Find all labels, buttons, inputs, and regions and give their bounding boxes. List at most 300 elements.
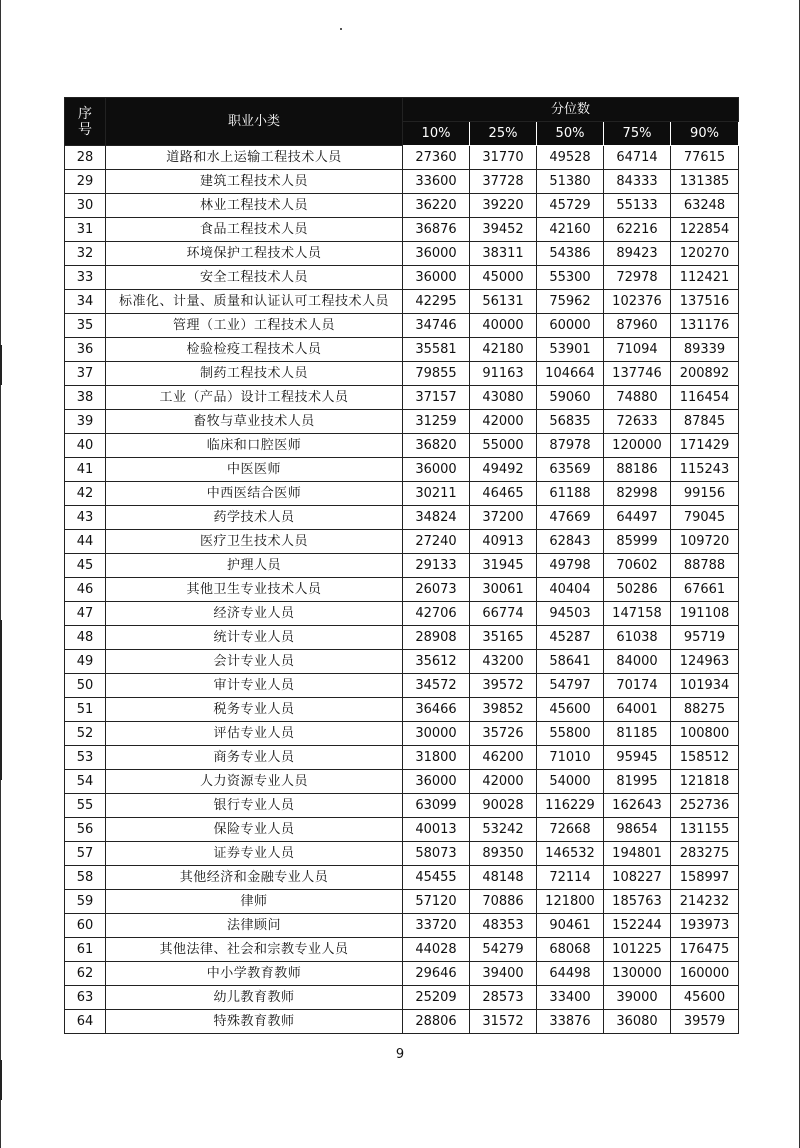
row-p90-value: 122854: [671, 218, 739, 242]
row-p90-value: 77615: [671, 146, 739, 170]
row-p90-value: 158512: [671, 746, 739, 770]
row-occupation: 中西医结合医师: [106, 482, 403, 506]
row-seq: 55: [65, 794, 106, 818]
row-p90-value: 283275: [671, 842, 739, 866]
scan-edge-left: [0, 0, 1, 1148]
row-p25-value: 46465: [470, 482, 537, 506]
row-p90-value: 112421: [671, 266, 739, 290]
row-p10-value: 36220: [403, 194, 470, 218]
row-p75-value: 120000: [604, 434, 671, 458]
row-p50-value: 72114: [537, 866, 604, 890]
row-p50-value: 54000: [537, 770, 604, 794]
row-seq: 30: [65, 194, 106, 218]
table-row: [65, 986, 739, 1010]
row-p10-value: 58073: [403, 842, 470, 866]
table-row: [65, 674, 739, 698]
row-p50-value: 49798: [537, 554, 604, 578]
row-p50-value: 61188: [537, 482, 604, 506]
row-occupation: 管理（工业）工程技术人员: [106, 314, 403, 338]
row-p75-value: 102376: [604, 290, 671, 314]
row-p75-value: 130000: [604, 962, 671, 986]
row-occupation: 道路和水上运输工程技术人员: [106, 146, 403, 170]
row-p75-value: 64001: [604, 698, 671, 722]
row-seq: 33: [65, 266, 106, 290]
row-occupation: 银行专业人员: [106, 794, 403, 818]
row-p50-value: 53901: [537, 338, 604, 362]
row-p90-value: 100800: [671, 722, 739, 746]
row-p25-value: 46200: [470, 746, 537, 770]
row-seq: 46: [65, 578, 106, 602]
row-seq: 53: [65, 746, 106, 770]
row-p50-value: 45287: [537, 626, 604, 650]
row-p25-value: 54279: [470, 938, 537, 962]
row-p50-value: 40404: [537, 578, 604, 602]
row-p25-value: 31945: [470, 554, 537, 578]
row-occupation: 标准化、计量、质量和认证认可工程技术人员: [106, 290, 403, 314]
row-p10-value: 36000: [403, 242, 470, 266]
row-p50-value: 49528: [537, 146, 604, 170]
scan-mark: [0, 620, 2, 780]
row-seq: 29: [65, 170, 106, 194]
row-p90-value: 45600: [671, 986, 739, 1010]
row-p75-value: 61038: [604, 626, 671, 650]
row-occupation: 检验检疫工程技术人员: [106, 338, 403, 362]
table-row: [65, 698, 739, 722]
row-p90-value: 88788: [671, 554, 739, 578]
row-p90-value: 131155: [671, 818, 739, 842]
row-p75-value: 81185: [604, 722, 671, 746]
row-p75-value: 137746: [604, 362, 671, 386]
row-p90-value: 193973: [671, 914, 739, 938]
row-p90-value: 171429: [671, 434, 739, 458]
table-row: [65, 578, 739, 602]
row-p50-value: 116229: [537, 794, 604, 818]
table-row: [65, 458, 739, 482]
table-row: [65, 386, 739, 410]
row-p90-value: 158997: [671, 866, 739, 890]
row-p25-value: 49492: [470, 458, 537, 482]
row-p50-value: 45600: [537, 698, 604, 722]
row-occupation: 审计专业人员: [106, 674, 403, 698]
row-p10-value: 31800: [403, 746, 470, 770]
row-seq: 41: [65, 458, 106, 482]
row-p75-value: 85999: [604, 530, 671, 554]
row-p90-value: 101934: [671, 674, 739, 698]
row-seq: 45: [65, 554, 106, 578]
row-p50-value: 45729: [537, 194, 604, 218]
row-p10-value: 35581: [403, 338, 470, 362]
row-p75-value: 98654: [604, 818, 671, 842]
row-occupation: 建筑工程技术人员: [106, 170, 403, 194]
row-p90-value: 67661: [671, 578, 739, 602]
row-p25-value: 70886: [470, 890, 537, 914]
row-p25-value: 91163: [470, 362, 537, 386]
row-p25-value: 42000: [470, 410, 537, 434]
row-p10-value: 34572: [403, 674, 470, 698]
row-p10-value: 33720: [403, 914, 470, 938]
row-p50-value: 54797: [537, 674, 604, 698]
row-p50-value: 59060: [537, 386, 604, 410]
table-row: [65, 194, 739, 218]
row-seq: 34: [65, 290, 106, 314]
row-p50-value: 72668: [537, 818, 604, 842]
row-p10-value: 40013: [403, 818, 470, 842]
row-p75-value: 64714: [604, 146, 671, 170]
table-row: [65, 482, 739, 506]
row-occupation: 食品工程技术人员: [106, 218, 403, 242]
table-row: [65, 506, 739, 530]
quantile-75-header: 75%: [604, 122, 671, 146]
table-row: [65, 890, 739, 914]
row-p10-value: 30000: [403, 722, 470, 746]
row-p90-value: 39579: [671, 1010, 739, 1034]
table-row: [65, 938, 739, 962]
row-p50-value: 90461: [537, 914, 604, 938]
row-p25-value: 90028: [470, 794, 537, 818]
row-p25-value: 39572: [470, 674, 537, 698]
row-occupation: 安全工程技术人员: [106, 266, 403, 290]
table-row: [65, 290, 739, 314]
table-row: [65, 626, 739, 650]
row-p75-value: 162643: [604, 794, 671, 818]
row-p25-value: 43080: [470, 386, 537, 410]
row-p25-value: 39400: [470, 962, 537, 986]
row-seq: 56: [65, 818, 106, 842]
row-occupation: 法律顾问: [106, 914, 403, 938]
table-row: [65, 914, 739, 938]
row-p75-value: 84000: [604, 650, 671, 674]
row-p50-value: 68068: [537, 938, 604, 962]
row-p10-value: 35612: [403, 650, 470, 674]
row-p90-value: 95719: [671, 626, 739, 650]
row-p25-value: 40913: [470, 530, 537, 554]
row-p75-value: 71094: [604, 338, 671, 362]
row-p25-value: 39852: [470, 698, 537, 722]
table-row: [65, 722, 739, 746]
row-p90-value: 252736: [671, 794, 739, 818]
row-p50-value: 47669: [537, 506, 604, 530]
row-p50-value: 87978: [537, 434, 604, 458]
row-occupation: 律师: [106, 890, 403, 914]
row-p90-value: 99156: [671, 482, 739, 506]
row-seq: 49: [65, 650, 106, 674]
row-p10-value: 31259: [403, 410, 470, 434]
quantile-50-header: 50%: [537, 122, 604, 146]
row-p75-value: 87960: [604, 314, 671, 338]
row-seq: 57: [65, 842, 106, 866]
row-p75-value: 108227: [604, 866, 671, 890]
row-seq: 35: [65, 314, 106, 338]
row-occupation: 其他经济和金融专业人员: [106, 866, 403, 890]
row-p90-value: 131385: [671, 170, 739, 194]
row-occupation: 林业工程技术人员: [106, 194, 403, 218]
table-row: [65, 242, 739, 266]
row-p50-value: 54386: [537, 242, 604, 266]
table-row: [65, 410, 739, 434]
row-p75-value: 36080: [604, 1010, 671, 1034]
row-p75-value: 72633: [604, 410, 671, 434]
row-p10-value: 36466: [403, 698, 470, 722]
row-seq: 42: [65, 482, 106, 506]
row-seq: 48: [65, 626, 106, 650]
row-p10-value: 36000: [403, 458, 470, 482]
quantile-25-header: 25%: [470, 122, 537, 146]
row-seq: 62: [65, 962, 106, 986]
row-p10-value: 34746: [403, 314, 470, 338]
row-p50-value: 62843: [537, 530, 604, 554]
row-p10-value: 79855: [403, 362, 470, 386]
row-occupation: 人力资源专业人员: [106, 770, 403, 794]
row-occupation: 临床和口腔医师: [106, 434, 403, 458]
row-p75-value: 74880: [604, 386, 671, 410]
table-row: [65, 1010, 739, 1034]
row-occupation: 医疗卫生技术人员: [106, 530, 403, 554]
row-p10-value: 36876: [403, 218, 470, 242]
row-occupation: 幼儿教育教师: [106, 986, 403, 1010]
row-p75-value: 55133: [604, 194, 671, 218]
row-occupation: 中医医师: [106, 458, 403, 482]
row-p10-value: 28806: [403, 1010, 470, 1034]
row-p50-value: 75962: [537, 290, 604, 314]
row-p25-value: 56131: [470, 290, 537, 314]
table-row: [65, 794, 739, 818]
table-row: [65, 266, 739, 290]
row-p25-value: 55000: [470, 434, 537, 458]
row-p25-value: 30061: [470, 578, 537, 602]
row-p75-value: 185763: [604, 890, 671, 914]
row-p50-value: 63569: [537, 458, 604, 482]
table-row: [65, 770, 739, 794]
table-row: [65, 818, 739, 842]
row-p50-value: 121800: [537, 890, 604, 914]
row-p75-value: 89423: [604, 242, 671, 266]
row-occupation: 护理人员: [106, 554, 403, 578]
row-p50-value: 71010: [537, 746, 604, 770]
table-row: [65, 218, 739, 242]
table-row: [65, 866, 739, 890]
row-p25-value: 43200: [470, 650, 537, 674]
row-seq: 54: [65, 770, 106, 794]
row-p25-value: 37200: [470, 506, 537, 530]
table-row: [65, 650, 739, 674]
row-occupation: 证券专业人员: [106, 842, 403, 866]
row-p90-value: 109720: [671, 530, 739, 554]
row-p10-value: 25209: [403, 986, 470, 1010]
row-p10-value: 36000: [403, 266, 470, 290]
row-seq: 64: [65, 1010, 106, 1034]
row-p75-value: 95945: [604, 746, 671, 770]
row-p10-value: 37157: [403, 386, 470, 410]
seq-header-char-1: 序: [78, 105, 92, 122]
row-p90-value: 176475: [671, 938, 739, 962]
wage-quantile-table: [64, 97, 739, 1034]
table-row: [65, 842, 739, 866]
row-p50-value: 56835: [537, 410, 604, 434]
row-p90-value: 131176: [671, 314, 739, 338]
row-p10-value: 27360: [403, 146, 470, 170]
row-p25-value: 42180: [470, 338, 537, 362]
row-occupation: 商务专业人员: [106, 746, 403, 770]
table-row: [65, 602, 739, 626]
row-p75-value: 50286: [604, 578, 671, 602]
row-p75-value: 194801: [604, 842, 671, 866]
row-occupation: 统计专业人员: [106, 626, 403, 650]
table-row: [65, 530, 739, 554]
row-p25-value: 89350: [470, 842, 537, 866]
row-seq: 38: [65, 386, 106, 410]
row-p90-value: 214232: [671, 890, 739, 914]
table-row: [65, 962, 739, 986]
row-p25-value: 31572: [470, 1010, 537, 1034]
row-p10-value: 36000: [403, 770, 470, 794]
row-p10-value: 34824: [403, 506, 470, 530]
row-p25-value: 48148: [470, 866, 537, 890]
scan-mark: [0, 345, 2, 385]
row-p10-value: 36820: [403, 434, 470, 458]
row-occupation: 特殊教育教师: [106, 1010, 403, 1034]
row-p50-value: 42160: [537, 218, 604, 242]
scan-speck: [340, 28, 342, 30]
row-occupation: 税务专业人员: [106, 698, 403, 722]
row-p90-value: 63248: [671, 194, 739, 218]
row-p75-value: 88186: [604, 458, 671, 482]
row-p10-value: 42706: [403, 602, 470, 626]
row-seq: 32: [65, 242, 106, 266]
page-number: 9: [395, 1047, 405, 1062]
row-seq: 44: [65, 530, 106, 554]
row-p90-value: 116454: [671, 386, 739, 410]
row-p75-value: 81995: [604, 770, 671, 794]
row-p10-value: 27240: [403, 530, 470, 554]
row-p50-value: 33400: [537, 986, 604, 1010]
row-p90-value: 88275: [671, 698, 739, 722]
row-p25-value: 28573: [470, 986, 537, 1010]
occupation-header: 职业小类: [106, 98, 403, 146]
row-seq: 59: [65, 890, 106, 914]
row-occupation: 保险专业人员: [106, 818, 403, 842]
row-p25-value: 31770: [470, 146, 537, 170]
row-p25-value: 37728: [470, 170, 537, 194]
row-p50-value: 51380: [537, 170, 604, 194]
row-seq: 50: [65, 674, 106, 698]
table-row: [65, 434, 739, 458]
row-p25-value: 35165: [470, 626, 537, 650]
table-row: [65, 314, 739, 338]
row-p50-value: 55800: [537, 722, 604, 746]
row-p90-value: 160000: [671, 962, 739, 986]
table-row: [65, 146, 739, 170]
row-p75-value: 84333: [604, 170, 671, 194]
row-seq: 31: [65, 218, 106, 242]
row-seq: 52: [65, 722, 106, 746]
row-seq: 63: [65, 986, 106, 1010]
row-p75-value: 101225: [604, 938, 671, 962]
row-p90-value: 115243: [671, 458, 739, 482]
row-p10-value: 45455: [403, 866, 470, 890]
row-p25-value: 40000: [470, 314, 537, 338]
row-p50-value: 146532: [537, 842, 604, 866]
row-p10-value: 42295: [403, 290, 470, 314]
row-p90-value: 89339: [671, 338, 739, 362]
row-p90-value: 87845: [671, 410, 739, 434]
scan-mark: [0, 1060, 2, 1100]
row-p90-value: 79045: [671, 506, 739, 530]
row-occupation: 中小学教育教师: [106, 962, 403, 986]
row-p10-value: 28908: [403, 626, 470, 650]
row-seq: 43: [65, 506, 106, 530]
row-seq: 28: [65, 146, 106, 170]
row-p90-value: 200892: [671, 362, 739, 386]
row-seq: 61: [65, 938, 106, 962]
row-p25-value: 42000: [470, 770, 537, 794]
row-p10-value: 30211: [403, 482, 470, 506]
table-body: [65, 146, 739, 1034]
row-occupation: 其他卫生专业技术人员: [106, 578, 403, 602]
row-occupation: 其他法律、社会和宗教专业人员: [106, 938, 403, 962]
row-p25-value: 53242: [470, 818, 537, 842]
table-row: [65, 554, 739, 578]
row-seq: 39: [65, 410, 106, 434]
row-occupation: 评估专业人员: [106, 722, 403, 746]
table-row: [65, 746, 739, 770]
row-p25-value: 39220: [470, 194, 537, 218]
row-p90-value: 137516: [671, 290, 739, 314]
seq-header-char-2: 号: [78, 121, 92, 138]
row-p50-value: 60000: [537, 314, 604, 338]
row-p50-value: 55300: [537, 266, 604, 290]
row-p50-value: 94503: [537, 602, 604, 626]
row-p90-value: 124963: [671, 650, 739, 674]
row-p75-value: 147158: [604, 602, 671, 626]
row-p90-value: 120270: [671, 242, 739, 266]
quantile-90-header: 90%: [671, 122, 739, 146]
row-occupation: 经济专业人员: [106, 602, 403, 626]
table-row: [65, 170, 739, 194]
row-p25-value: 39452: [470, 218, 537, 242]
row-occupation: 畜牧与草业技术人员: [106, 410, 403, 434]
row-occupation: 工业（产品）设计工程技术人员: [106, 386, 403, 410]
row-seq: 60: [65, 914, 106, 938]
row-occupation: 环境保护工程技术人员: [106, 242, 403, 266]
row-p25-value: 48353: [470, 914, 537, 938]
row-p10-value: 29133: [403, 554, 470, 578]
row-seq: 47: [65, 602, 106, 626]
row-p75-value: 62216: [604, 218, 671, 242]
row-p50-value: 58641: [537, 650, 604, 674]
row-occupation: 制药工程技术人员: [106, 362, 403, 386]
row-p10-value: 29646: [403, 962, 470, 986]
row-p10-value: 26073: [403, 578, 470, 602]
row-p50-value: 33876: [537, 1010, 604, 1034]
row-p25-value: 35726: [470, 722, 537, 746]
row-p75-value: 64497: [604, 506, 671, 530]
row-p75-value: 72978: [604, 266, 671, 290]
quantile-group-header: 分位数: [403, 98, 739, 122]
row-seq: 36: [65, 338, 106, 362]
row-seq: 37: [65, 362, 106, 386]
table-row: [65, 362, 739, 386]
table-row: [65, 338, 739, 362]
row-p25-value: 66774: [470, 602, 537, 626]
quantile-10-header: 10%: [403, 122, 470, 146]
row-p75-value: 70174: [604, 674, 671, 698]
row-p10-value: 44028: [403, 938, 470, 962]
row-p50-value: 64498: [537, 962, 604, 986]
row-occupation: 会计专业人员: [106, 650, 403, 674]
row-p10-value: 63099: [403, 794, 470, 818]
seq-header: [65, 98, 106, 146]
table-header: [65, 98, 739, 146]
